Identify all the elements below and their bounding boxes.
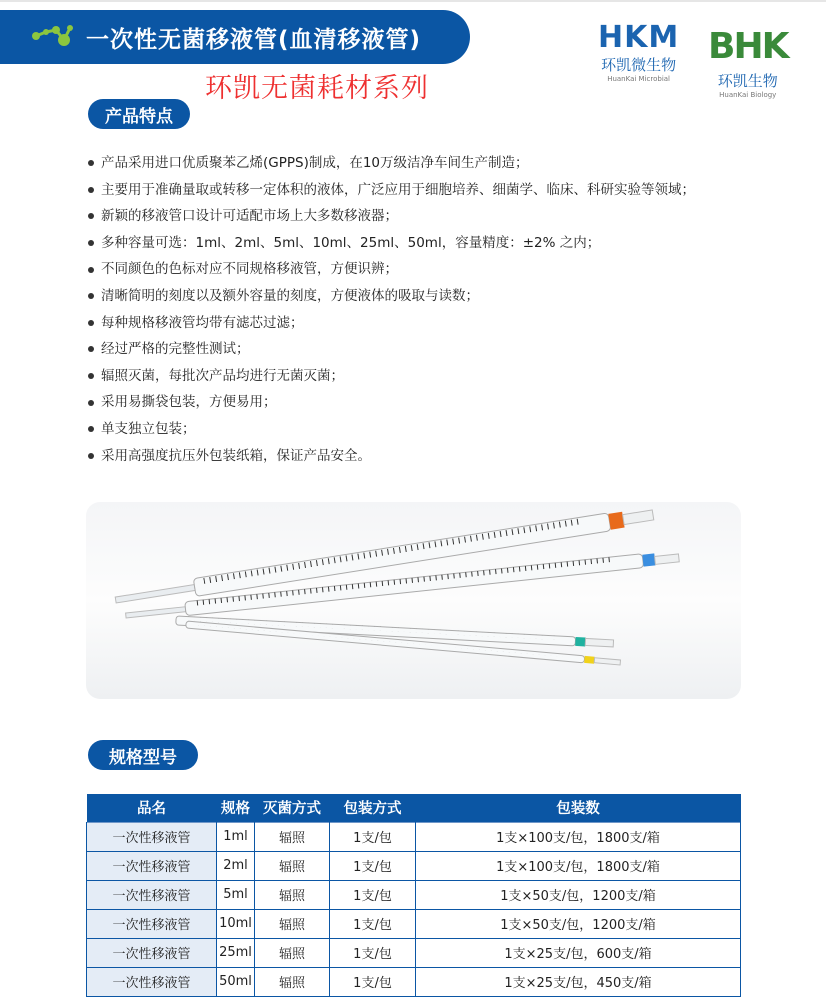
table-cell: 一次性移液管 — [87, 880, 217, 909]
column-header: 包装数 — [416, 794, 741, 822]
feature-item: 经过严格的完整性测试； — [88, 336, 695, 363]
table-cell: 1支×50支/包，1200支/箱 — [416, 909, 741, 938]
bullet-icon — [88, 373, 94, 379]
bullet-icon — [88, 240, 94, 246]
table-cell: 1支×25支/包，450支/箱 — [416, 967, 741, 996]
table-cell: 5ml — [217, 880, 255, 909]
features-heading: 产品特点 — [88, 99, 190, 129]
feature-item: 主要用于准确量取或转移一定体积的液体，广泛应用于细胞培养、细菌学、临床、科研实验等领域； — [88, 177, 695, 204]
feature-item: 辐照灭菌，每批次产品均进行无菌灭菌； — [88, 363, 695, 390]
table-cell: 1支/包 — [330, 851, 416, 880]
table-cell: 一次性移液管 — [87, 967, 217, 996]
table-row — [87, 822, 741, 851]
feature-item: 不同颜色的色标对应不同规格移液管，方便识辨； — [88, 256, 695, 283]
table-cell: 1支/包 — [330, 909, 416, 938]
table-cell: 10ml — [217, 909, 255, 938]
table-row — [87, 880, 741, 909]
bullet-icon — [88, 346, 94, 352]
table-cell: 辐照 — [255, 822, 330, 851]
table-cell: 1支×100支/包，1800支/箱 — [416, 851, 741, 880]
table-cell: 1支×100支/包，1800支/箱 — [416, 822, 741, 851]
table-row — [87, 909, 741, 938]
feature-item: 清晰简明的刻度以及额外容量的刻度，方便液体的吸取与读数； — [88, 283, 695, 310]
feature-list — [88, 150, 695, 469]
table-cell: 一次性移液管 — [87, 909, 217, 938]
table-cell: 1支×50支/包，1200支/箱 — [416, 880, 741, 909]
bullet-icon — [88, 187, 94, 193]
specs-heading: 规格型号 — [88, 740, 198, 770]
table-cell: 25ml — [217, 938, 255, 967]
feature-item: 采用易撕袋包装，方便易用； — [88, 389, 695, 416]
table-cell: 辐照 — [255, 967, 330, 996]
table-row — [87, 851, 741, 880]
title-banner — [0, 10, 470, 64]
bullet-icon — [88, 213, 94, 219]
table-cell: 辐照 — [255, 909, 330, 938]
page-title: 一次性无菌移液管(血清移液管) — [86, 26, 422, 53]
table-cell: 1支×25支/包，600支/箱 — [416, 938, 741, 967]
feature-item: 新颖的移液管口设计可适配市场上大多数移液器； — [88, 203, 695, 230]
column-header: 包装方式 — [330, 794, 416, 822]
product-photo — [86, 502, 741, 699]
table-cell: 1支/包 — [330, 938, 416, 967]
table-cell: 50ml — [217, 967, 255, 996]
table-cell: 一次性移液管 — [87, 822, 217, 851]
table-cell: 2ml — [217, 851, 255, 880]
hkm-logo: HKM 环凯微生物 HuanKai Microbial — [598, 20, 680, 83]
column-header: 灭菌方式 — [255, 794, 330, 822]
series-subtitle: 环凯无菌耗材系列 — [205, 73, 429, 104]
column-header: 品名 — [87, 794, 217, 822]
table-cell: 一次性移液管 — [87, 938, 217, 967]
bullet-icon — [88, 400, 94, 406]
bullet-icon — [88, 426, 94, 432]
table-row — [87, 938, 741, 967]
bullet-icon — [88, 293, 94, 299]
table-row — [87, 967, 741, 996]
table-cell: 1支/包 — [330, 880, 416, 909]
table-cell: 1ml — [217, 822, 255, 851]
bullet-icon — [88, 267, 94, 273]
feature-item: 采用高强度抗压外包装纸箱，保证产品安全。 — [88, 443, 695, 470]
table-cell: 辐照 — [255, 880, 330, 909]
table-cell: 辐照 — [255, 938, 330, 967]
table-cell: 辐照 — [255, 851, 330, 880]
specs-table — [86, 794, 741, 997]
bhk-logo: BHK 环凯生物 HuanKai Biology — [708, 26, 788, 99]
bullet-icon — [88, 453, 94, 459]
bullet-icon — [88, 160, 94, 166]
feature-item: 多种容量可选：1ml、2ml、5ml、10ml、25ml、50ml，容量精度：±2% 之内； — [88, 230, 695, 257]
feature-item: 产品采用进口优质聚苯乙烯(GPPS)制成，在10万级洁净车间生产制造； — [88, 150, 695, 177]
feature-item: 每种规格移液管均带有滤芯过滤； — [88, 310, 695, 337]
table-cell: 一次性移液管 — [87, 851, 217, 880]
column-header: 规格 — [217, 794, 255, 822]
table-cell: 1支/包 — [330, 967, 416, 996]
feature-item: 单支独立包装； — [88, 416, 695, 443]
table-header-row — [87, 794, 741, 822]
pipettes-illustration — [86, 502, 741, 699]
table-cell: 1支/包 — [330, 822, 416, 851]
bullet-icon — [88, 320, 94, 326]
molecule-icon — [30, 22, 76, 52]
